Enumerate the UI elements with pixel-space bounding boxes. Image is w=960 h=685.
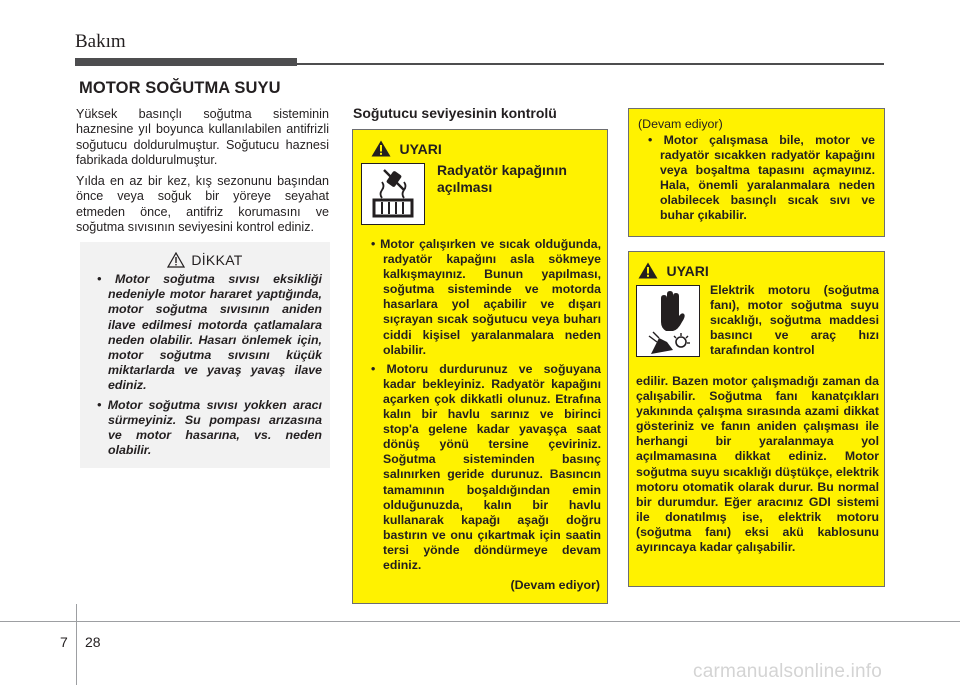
warning1-label: UYARI [399,140,442,157]
footer-rule [0,621,960,622]
warning1-body [361,237,601,577]
warning2-label: UYARI [666,262,709,279]
warning2-intro [710,283,879,358]
section-title: MOTOR SOĞUTMA SUYU [79,79,281,97]
intro-text [76,107,329,235]
intro-paragraph-2: Yılda en az bir kez, kış sezonunu başından önce veya soğuk bir yöreye seyahat etmeden önce, antifriz korumasını ve soğutma sıvısının seviyesini kontrol ediniz. [76,174,329,235]
warning2-text-short: Elektrik motoru (soğutma fanı), motor soğutma suyu sıcaklığı, soğutma maddesi basıncı ve araç hızı tarafından kontrol [710,283,879,358]
caution-header [88,252,322,268]
warning2-body [636,374,879,555]
header-title: Bakım [75,31,126,52]
continued-item: • Motor çalışmasa bile, motor ve radyatör sıcakken radyatör kapağını veya boşaltma tapasını açmayınız. Hala, önemli yaralanmalara neden olabilecek basınçlı sıcak sıvı ve buhar çıkabilir. [648,133,875,223]
intro-paragraph-1: Yüksek basınçlı soğutma sisteminin haznesine yıl boyunca kullanılabilen antifrizli soğutucu doldurulmuştur. Soğutucu haznesi fabrikada doldurulmuştur. [76,107,329,167]
caution-triangle-icon [167,252,185,268]
warning1-header [371,140,442,158]
warning-triangle-icon [371,140,391,157]
caution-box [80,242,330,468]
warning1-title: Radyatör kapağının açılması [437,162,567,195]
continued-label: (Devam ediyor) [638,117,723,131]
watermark: carmanualsonline.info [693,661,883,682]
subsection-heading: Soğutucu seviyesinin kontrolü [353,105,557,121]
header-bar [75,58,297,66]
continued-box [628,108,885,237]
warning1-item-1: • Motor çalışırken ve sıcak olduğunda, radyatör kapağını asla sökmeye kalkışmayınız. Bunun yapılması, soğutma sisteminde ve motorda hasarlara yol açabilir ve dışarı sıçrayan sıcak soğutucu veya buharı ciddi kişisel yaralanmalara neden olabilir. [371,237,601,357]
warning-triangle-icon [638,262,658,279]
caution-item-1: • Motor soğutma sıvısı eksikliği nedeniyle motor hararet yaptığında, motor soğutma sıvısının aniden ilave edilmesi motorda çatlamalara neden olabilir. Hasarı önlemek için, motor soğutma sıvısını küçük miktarlarda ve yavaş yavaş ilave ediniz. [97,272,322,393]
warning2-header [638,262,709,280]
warning-box-fan [628,251,885,587]
footer-divider [76,604,77,685]
hot-radiator-icon [361,163,425,225]
chapter-number: 7 [60,634,68,650]
header-rule [297,63,884,65]
warning2-text-full: edilir. Bazen motor çalışmadığı zaman da çalışabilir. Soğutma fanı kanatçıkları yakınında çalışma sırasında azami dikkat gösteriniz ve fanın aniden çalışması ile herhangi bir yaralanmaya yol açılmamasına dikkat ediniz. Motor soğutma suyu sıcaklığı düştükçe, elektrik motoru otomatik olarak durur. Bu normal bir durumdur. Eğer aracınız GDI sistemi ile donatılmış ise, elektrik motoru (soğutma fanı) eksi akü kablosunu ayırıncaya kadar çalışabilir. [636,374,879,555]
warning1-item-2: • Motoru durdurunuz ve soğuyana kadar bekleyiniz. Radyatör kapağını açarken çok dikkatli olunuz. Etrafına kalın bir havlu sarınız ve birinci stop'a gelene kadar yavaşça saat dönüş yönü tersine çeviriniz. Soğutma sisteminden basınç salınırken geride durunuz. Basıncın tamamının boşaldığından emin olduğunuzda, kalın bir havlu kullanarak kapağı aşağı doğru bastırın ve onu çıkartmak için saatin tersi yönde döndürmeye devam ediniz. [371,361,601,572]
caution-item-2: • Motor soğutma sıvısı yokken aracı sürmeyiniz. Su pompası arızasına ve motor hasarına, vs. neden olabilir. [97,397,322,458]
warning-box-radiator [352,129,608,604]
caution-label: DİKKAT [191,252,243,268]
warning1-continued: (Devam ediyor) [510,578,600,592]
hand-fan-icon [636,285,700,357]
page-number: 28 [85,634,101,650]
